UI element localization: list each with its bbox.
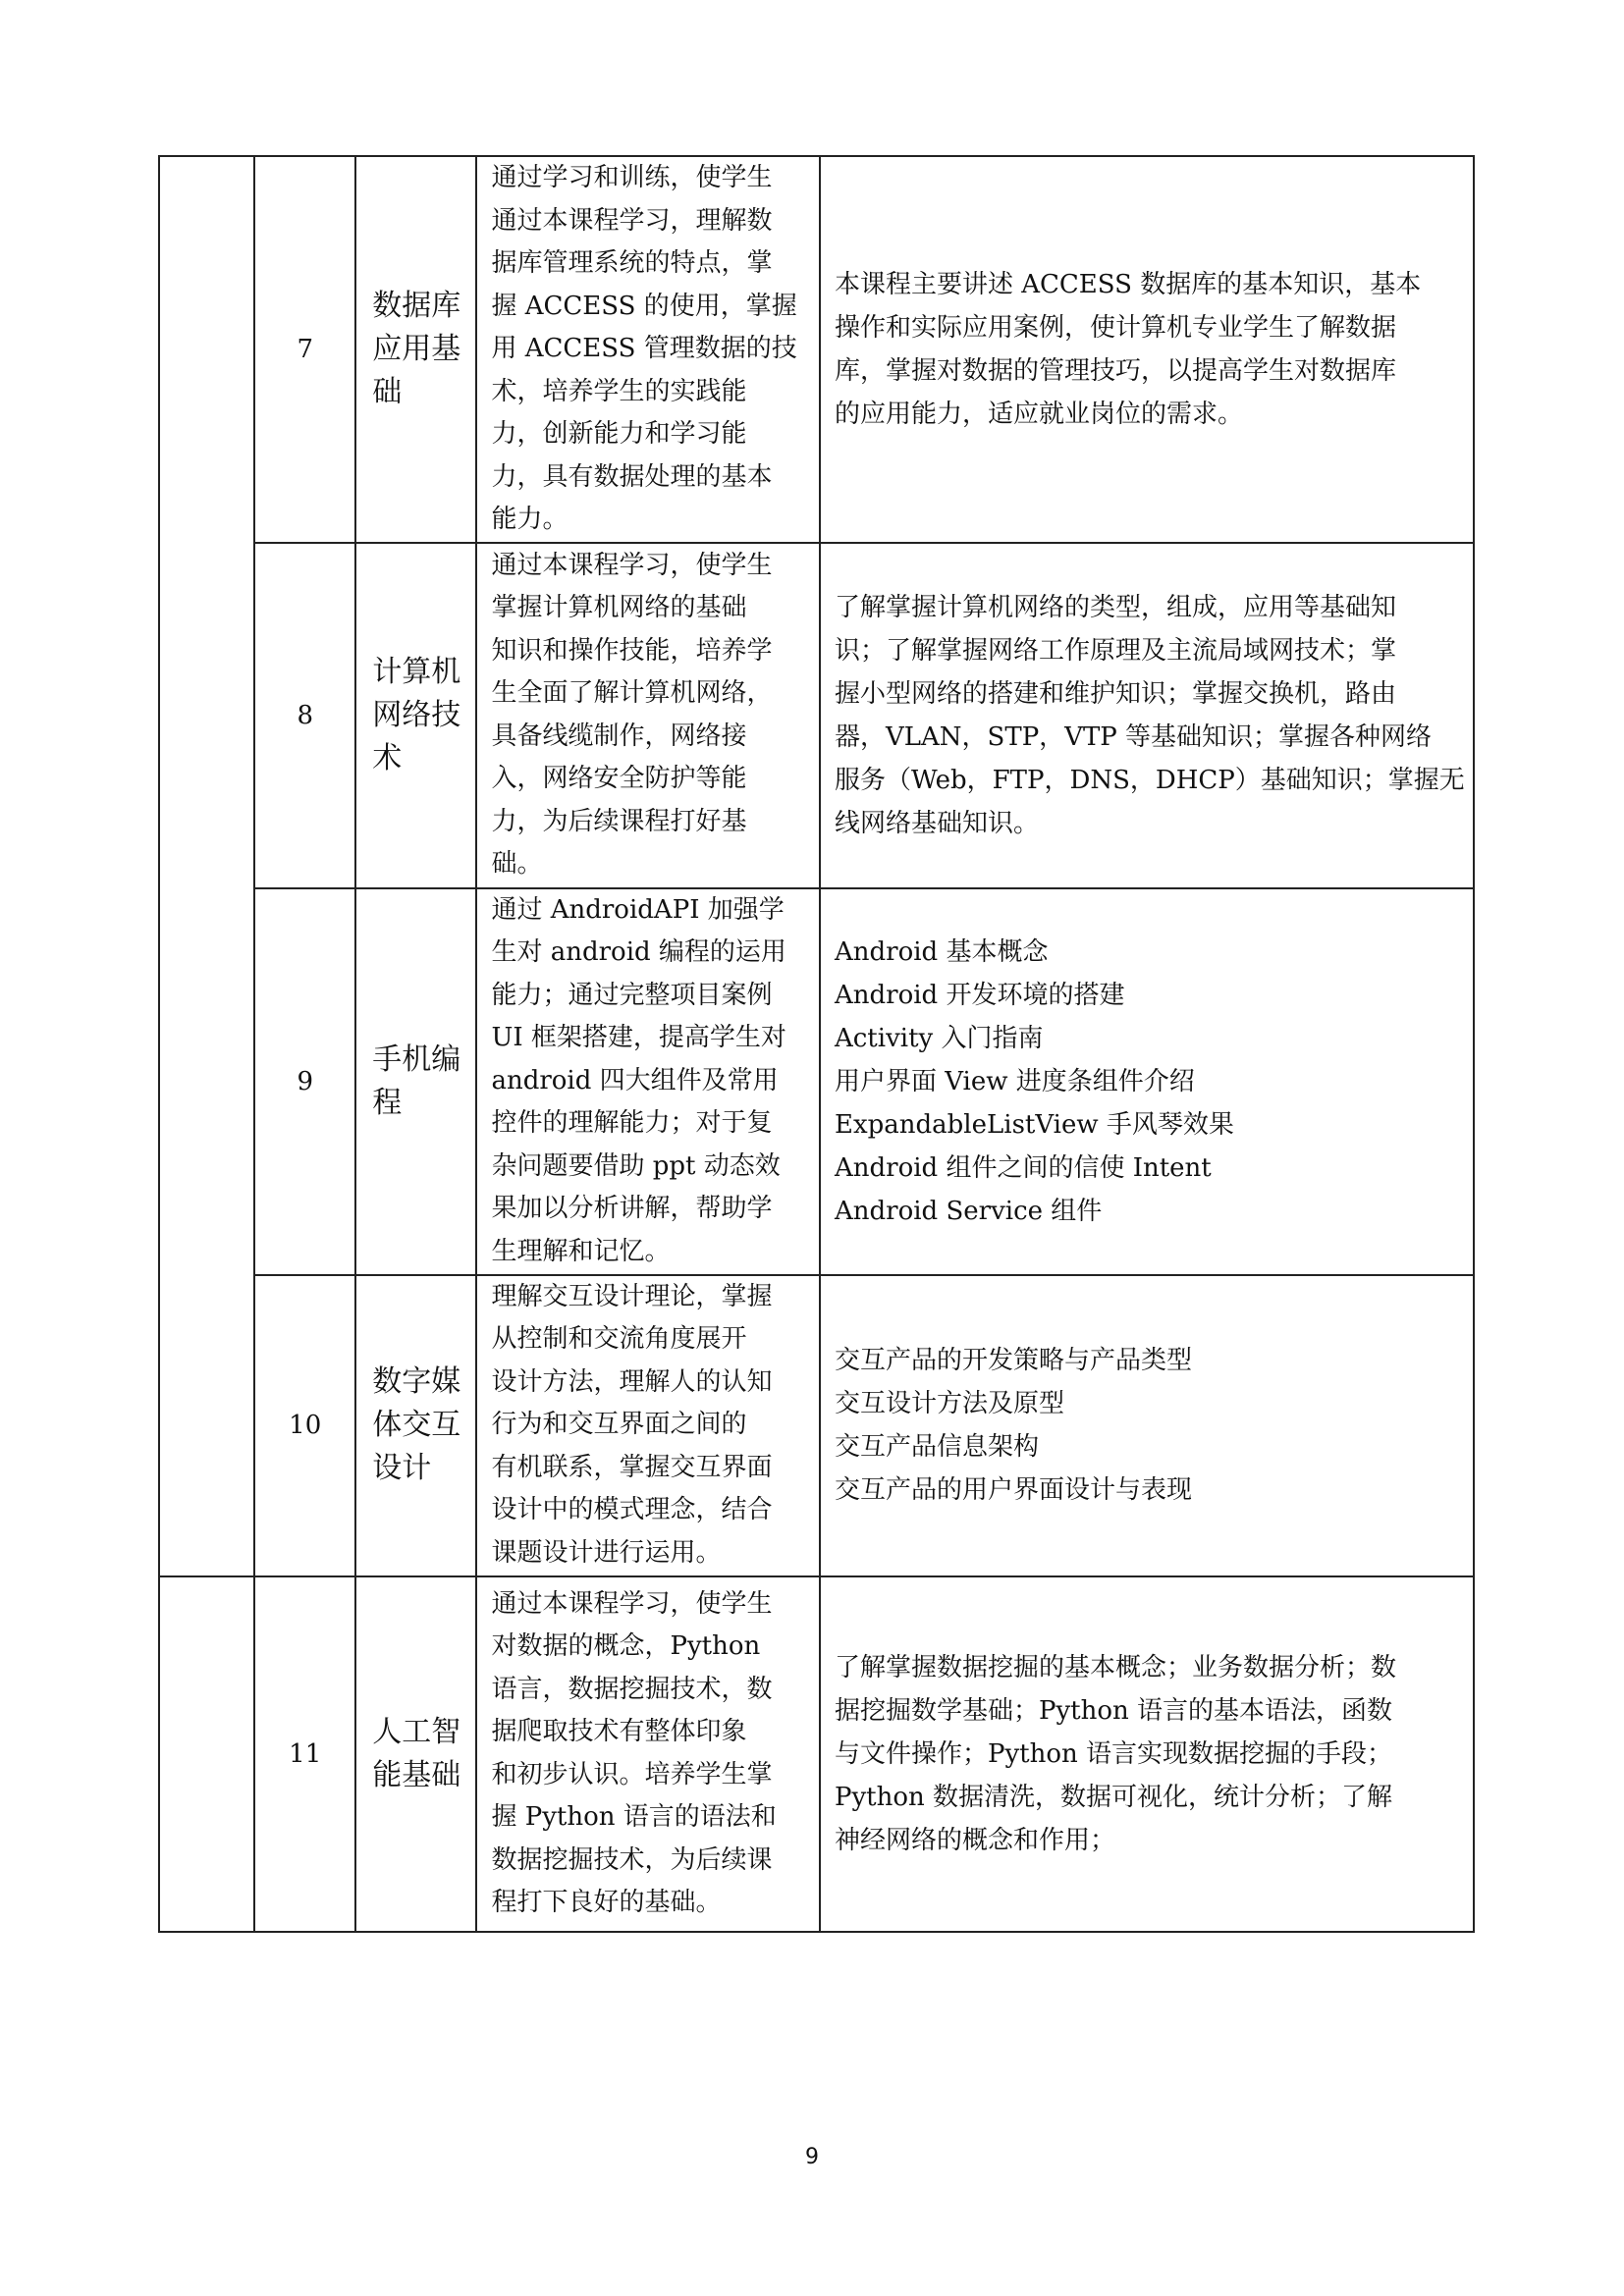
course-name: 数据库 应用基 础 [355, 156, 476, 543]
course-goal: 通过 AndroidAPI 加强学 生对 android 编程的运用 能力；通过完整项目案例 UI 框架搭建，提高学生对 android 四大组件及常用 控件的理解能力；对于复 杂问题要借助 ppt 动态效 果加以分析讲解，帮助学 生理解和记忆。 [476, 888, 820, 1275]
category-cell [159, 156, 254, 1576]
course-content: 交互产品的开发策略与产品类型 交互设计方法及原型 交互产品信息架构 交互产品的用户界面设计与表现 [820, 1275, 1474, 1576]
category-cell [159, 1576, 254, 1932]
course-number: 9 [254, 888, 355, 1275]
course-table [158, 155, 1475, 1933]
course-number: 11 [254, 1576, 355, 1932]
table-row [159, 888, 1474, 1275]
course-number: 7 [254, 156, 355, 543]
course-number: 10 [254, 1275, 355, 1576]
course-goal: 通过本课程学习，使学生 对数据的概念，Python 语言，数据挖掘技术，数 据爬取技术有整体印象 和初步认识。培养学生掌 握 Python 语言的语法和 数据挖掘技术，为后续课 程打下良好的基础。 [476, 1576, 820, 1932]
table-row [159, 156, 1474, 543]
course-name: 数字媒 体交互 设计 [355, 1275, 476, 1576]
course-goal: 通过本课程学习，使学生 掌握计算机网络的基础 知识和操作技能，培养学 生全面了解计算机网络， 具备线缆制作，网络接 入，网络安全防护等能 力，为后续课程打好基 础。 [476, 543, 820, 888]
course-goal: 通过学习和训练，使学生 通过本课程学习，理解数 据库管理系统的特点，掌 握 ACCESS 的使用，掌握 用 ACCESS 管理数据的技 术，培养学生的实践能 力，创新能力和学习能 力，具有数据处理的基本 能力。 [476, 156, 820, 543]
course-content: 了解掌握计算机网络的类型，组成，应用等基础知 识；了解掌握网络工作原理及主流局域网技术；掌 握小型网络的搭建和维护知识；掌握交换机，路由 器，VLAN，STP，VTP 等基础知识；掌握各种网络 服务（Web，FTP，DNS，DHCP）基础知识；掌握无 线网络基础知识。 [820, 543, 1474, 888]
course-content: 了解掌握数据挖掘的基本概念；业务数据分析；数 据挖掘数学基础；Python 语言的基本语法，函数 与文件操作；Python 语言实现数据挖掘的手段； Python 数据清洗，数据可视化，统计分析；了解 神经网络的概念和作用； [820, 1576, 1474, 1932]
course-name: 人工智 能基础 [355, 1576, 476, 1932]
course-content: 本课程主要讲述 ACCESS 数据库的基本知识，基本 操作和实际应用案例，使计算机专业学生了解数据 库，掌握对数据的管理技巧，以提高学生对数据库 的应用能力，适应就业岗位的需求。 [820, 156, 1474, 543]
course-number: 8 [254, 543, 355, 888]
table-row [159, 543, 1474, 888]
course-name: 计算机 网络技 术 [355, 543, 476, 888]
course-goal: 理解交互设计理论，掌握 从控制和交流角度展开 设计方法，理解人的认知 行为和交互界面之间的 有机联系，掌握交互界面 设计中的模式理念，结合 课题设计进行运用。 [476, 1275, 820, 1576]
course-content: Android 基本概念 Android 开发环境的搭建 Activity 入门指南 用户界面 View 进度条组件介绍 ExpandableListView 手风琴效果 Android 组件之间的信使 Intent Android Service 组件 [820, 888, 1474, 1275]
table-row [159, 1275, 1474, 1576]
table-row [159, 1576, 1474, 1932]
page-number: 9 [805, 2145, 819, 2169]
course-name: 手机编 程 [355, 888, 476, 1275]
